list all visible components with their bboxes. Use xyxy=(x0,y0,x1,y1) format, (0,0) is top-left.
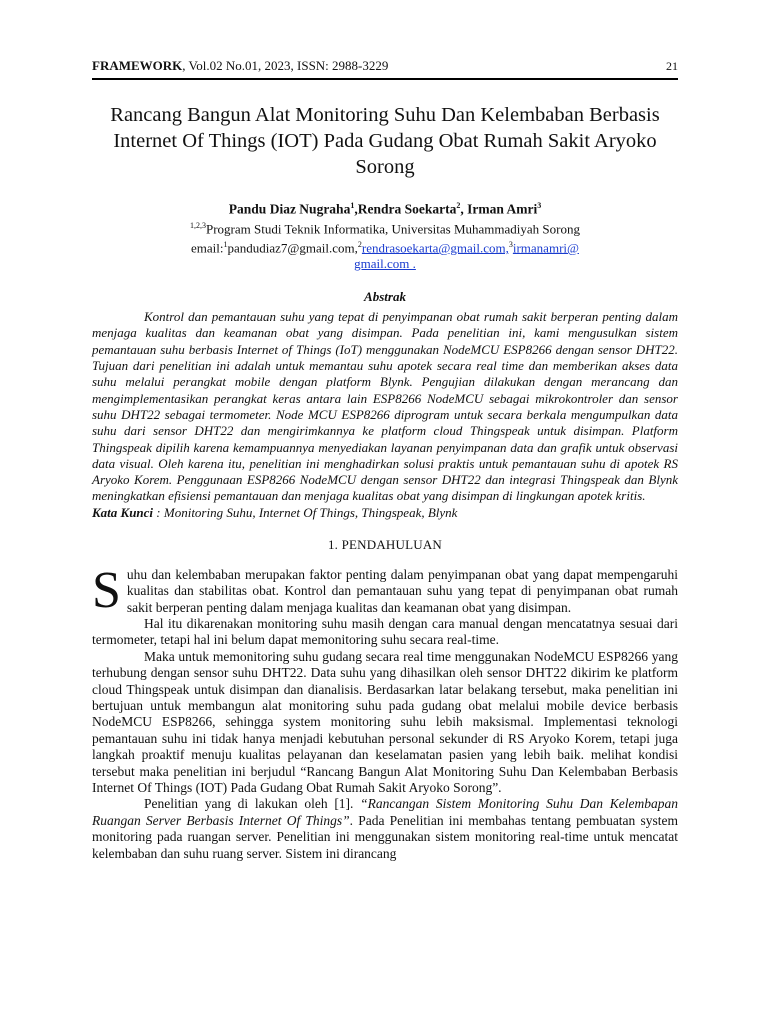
running-header xyxy=(92,58,678,80)
author-list xyxy=(92,197,678,218)
section-heading: 1. PENDAHULUAN xyxy=(327,536,443,552)
email-3-link[interactable]: irmanamri@ xyxy=(512,240,579,256)
email-3-sup: 3 xyxy=(508,239,513,249)
email-2-sup: 2 xyxy=(357,239,362,249)
affiliation-text: Program Studi Teknik Informatika, Universitas Muhammadiyah Sorong xyxy=(206,220,580,236)
paragraph-3: Maka untuk memonitoring suhu gudang secara real time menggunakan NodeMCU ESP8266 yang terhubung dengan sensor suhu DHT22. Data suhu yang dihasilkan oleh sensor DHT22 dikirim ke platform cloud Thingspeak untuk disimpan dan dianalisis. Berdasarkan latar belakang tersebut, maka penelitian ini bertujuan untuk membangun alat monitoring suhu pada gudang obat melalui mobile device berbasis NodeMCU ESP8266, sehingga system monitoring suhu lebih maksismal. Implementasi teknologi pemantauan suhu ini tidak hanya menjadi kebutuhan personal sekunder di RS Aryoko Korem, tetapi juga langkah proaktif menuju kualitas pelayanan dan keselamatan pasien yang lebih baik. melihat kondisi tersebut maka penelitian ini berjudul “Rancang Bangun Alat Monitoring Suhu Dan Kelembaban Berbasis Internet Of Things (IOT) Pada Gudang Obat Rumah Sakit Aryoko Sorong”. xyxy=(92,648,678,795)
paragraph-4-c: . Pada Penelitian ini membahas tentang pembuatan system monitoring pada ruangan server. Penelitian ini menggunakan sistem monitoring real-time untuk mencatat kelembaban dan suhu ruang server. Sistem ini dirancang xyxy=(92,812,678,861)
paragraph-4-a: Penelitian yang di lakukan oleh [1]. xyxy=(144,796,361,812)
paragraph-2: Hal itu dikarenakan monitoring suhu masih dengan cara manual dengan mencatatnya sesuai dari termometer, tetapi hal ini belum dapat memonitoring suhu secara real-time. xyxy=(92,615,678,648)
paragraph-4 xyxy=(92,796,678,862)
keywords xyxy=(92,505,678,521)
paragraph-1 xyxy=(92,561,678,619)
email-line xyxy=(92,237,678,272)
affiliation xyxy=(92,218,678,237)
keywords-text: : Monitoring Suhu, Internet Of Things, Thingspeak, Blynk xyxy=(153,504,458,520)
author-1-sup: 1 xyxy=(350,201,355,210)
author-2-sup: 2 xyxy=(456,201,461,210)
page-number: 21 xyxy=(666,59,678,73)
author-3-sup: 3 xyxy=(537,201,542,210)
keywords-label: Kata Kunci xyxy=(92,504,154,520)
email-2-link[interactable]: rendrasoekarta@gmail.com, xyxy=(361,240,509,256)
author-1: Pandu Diaz Nugraha xyxy=(228,201,351,217)
affiliation-sup: 1,2,3 xyxy=(190,220,206,230)
cited-title: “Rancangan Sistem Monitoring Suhu Dan Kelembapan Ruangan Server Berbasis Internet Of Things” xyxy=(92,796,678,828)
journal-volume: , Vol.02 No.01, 2023, ISSN: 2988-3229 xyxy=(182,58,389,73)
email-1[interactable]: pandudiaz7@gmail.com, xyxy=(227,240,358,256)
journal-name: FRAMEWORK xyxy=(92,58,183,73)
drop-cap: S xyxy=(92,561,121,619)
abstract-body: Kontrol dan pemantauan suhu yang tepat di penyimpanan obat rumah sakit berperan penting dalam menjaga kualitas dan keamanan obat yang disimpan. Pada penelitian ini, kami mengusulkan sistem pemantauan suhu berbasis Internet of Things (IoT) menggunakan NodeMCU ESP8266 dengan sensor DHT22. Tujuan dari penelitian ini adalah untuk memantau suhu apotek secara real time dan memberikan akses data suhu melalui perangkat mobile dengan platform Blynk. Pengujian dilakukan dengan merancang dan mengimplementasikan perangkat keras antara lain ESP8266 NodeMCU sebagai mikrokontroler dan sensor suhu DHT22 sebagai termometer. Node MCU ESP8266 diprogram untuk secara berkala mengumpulkan data suhu dari sensor DHT22 dan mengirimkannya ke platform cloud Thingspeak untuk disimpan. Platform Thingspeak dipilih karena kemampuannya menyediakan layanan penyimpanan data dan grafik untuk observasi data visual. Oleh karena itu, penelitian ini menghadirkan solusi praktis untuk pemantauan suhu di apotek RS Aryoko Korem. Penggunaan ESP8266 NodeMCU dengan sensor DHT22 dan integrasi Thingspeak dan Blynk meningkatkan efisiensi pemantauan dan menjaga kualitas obat yang disimpan di lingkungan apotek kritis. xyxy=(92,309,678,504)
paragraph-1-text: uhu dan kelembaban merupakan faktor penting dalam penyimpanan obat yang dapat mempengaruhi kualitas dan stabilitas obat. Kontrol dan pemantauan suhu yang tepat di penyimpanan obat rumah sakit berperan penting dalam menjaga kualitas dan keamanan obat yang disimpan. xyxy=(126,566,678,615)
paper-page xyxy=(92,58,678,862)
email-label: email: xyxy=(191,240,224,256)
email-3-link-cont[interactable]: gmail.com . xyxy=(354,256,416,272)
section-body xyxy=(92,561,678,862)
author-2: ,Rendra Soekarta xyxy=(354,201,457,217)
author-3: , Irman Amri xyxy=(460,201,538,217)
journal-citation xyxy=(92,58,388,74)
email-1-sup: 1 xyxy=(223,239,228,249)
paper-title: Rancang Bangun Alat Monitoring Suhu Dan Kelembaban Berbasis Internet Of Things (IOT) Pada Gudang Obat Rumah Sakit Aryoko Sorong xyxy=(110,104,660,178)
abstract-heading: Abstrak xyxy=(364,289,406,305)
